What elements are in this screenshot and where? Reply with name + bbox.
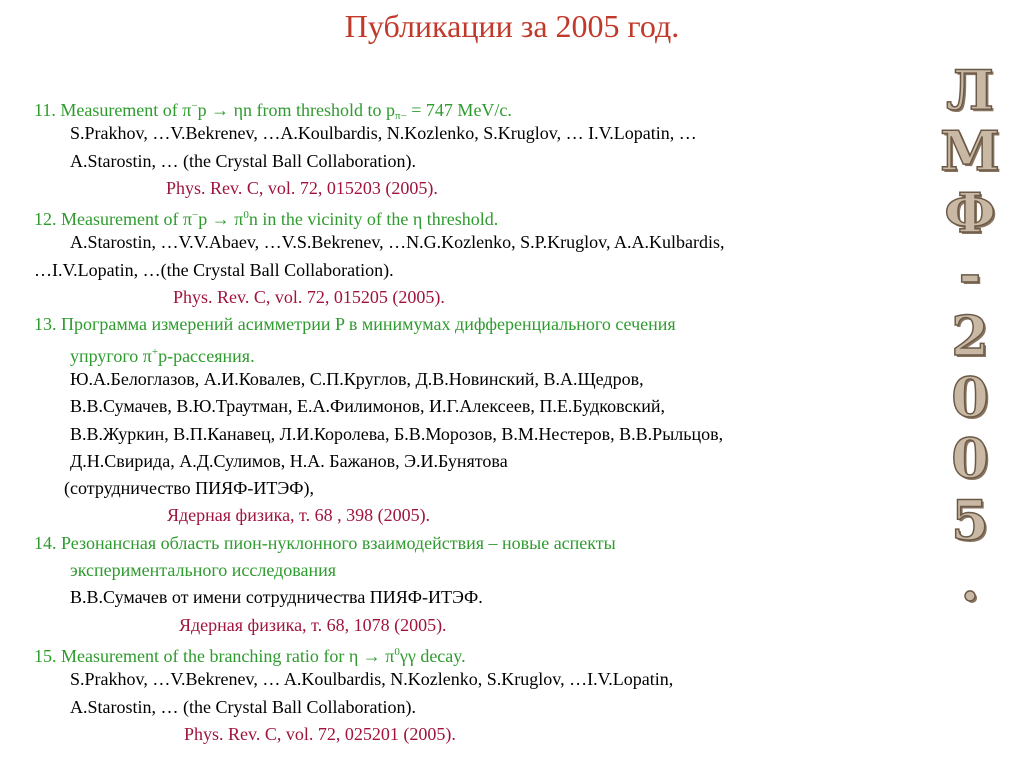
pub-13-title-cont: упругого π+p-рассеяния. <box>70 345 255 366</box>
pub-14-reference: Ядерная физика, т. 68, 1078 (2005). <box>179 614 447 635</box>
side-title-char: М <box>940 119 1000 184</box>
pub-15-title: 15. Measurement of the branching ratio for $\eta \to \pi^0\gamma\gamma$ decay. <box>34 645 466 666</box>
side-title-lmf-2005 <box>925 60 1015 613</box>
pub-12-reference: Phys. Rev. C, vol. 72, 015205 (2005). <box>173 287 445 308</box>
side-title-char: Л <box>946 58 994 122</box>
side-title-char: 0 <box>951 364 989 429</box>
side-title-char: 0 <box>951 426 989 491</box>
slide-title: Публикации за 2005 год. <box>344 8 680 44</box>
pub-12-authors: A.Starostin, …V.V.Abaev, …V.S.Bekrenev, …N.G.Kozlenko, S.P.Kruglov, A.A.Kulbardis, <box>70 232 725 253</box>
pub-13-authors-cont: Д.Н.Свирида, А.Д.Сулимов, Н.А. Бажанов, Э.И.Бунятова <box>70 450 508 471</box>
pub-13-title: 13. Программа измерений асимметрии P в минимумах дифференциального сечения <box>34 314 676 335</box>
pub-11-reference: Phys. Rev. C, vol. 72, 015203 (2005). <box>166 177 438 198</box>
pub-14-title-cont: экспериментального исследования <box>70 560 337 581</box>
pub-12-authors-cont: …I.V.Lopatin, …(the Crystal Ball Collaboration). <box>34 259 394 280</box>
side-title-char: 2 <box>951 303 989 368</box>
side-title-char: - <box>958 242 982 307</box>
pub-11-authors: S.Prakhov, …V.Bekrenev, …A.Koulbardis, N.Kozlenko, S.Kruglov, … I.V.Lopatin, … <box>70 123 697 144</box>
pub-13-reference: Ядерная физика, т. 68 , 398 (2005). <box>167 505 431 526</box>
pub-15-authors-cont: A.Starostin, … (the Crystal Ball Collaboration). <box>70 696 416 717</box>
side-title-char: 5 <box>951 487 989 552</box>
pub-13-authors: Ю.А.Белоглазов, А.И.Ковалев, С.П.Круглов, Д.В.Новинский, В.А.Щедров, <box>70 368 644 389</box>
publication-list <box>34 93 934 748</box>
pub-13-authors-cont: В.В.Сумачев, В.Ю.Траутман, Е.А.Филимонов, И.Г.Алексеев, П.Е.Будковский, <box>70 396 666 417</box>
pub-11-title: 11. Measurement of π−p → ηn from threshold to $p_{\pi-} = 747$ MeV/c. <box>34 100 512 122</box>
side-title-char: Ф <box>944 180 996 245</box>
side-title-char: . <box>960 549 980 614</box>
pub-14-authors: В.В.Сумачев от имени сотрудничества ПИЯФ-ИТЭФ. <box>70 587 483 608</box>
pub-13-authors-cont: В.В.Журкин, В.П.Канавец, Л.И.Королева, Б.В.Морозов, В.М.Нестеров, В.В.Рыльцов, <box>70 423 724 444</box>
pub-15-reference: Phys. Rev. C, vol. 72, 025201 (2005). <box>184 723 456 744</box>
pub-11-authors-cont: A.Starostin, … (the Crystal Ball Collaboration). <box>70 150 416 171</box>
pub-14-title: 14. Резонансная область пион-нуклонного взаимодействия – новые аспекты <box>34 532 616 553</box>
pub-15-authors: S.Prakhov, …V.Bekrenev, … A.Koulbardis, N.Kozlenko, S.Kruglov, …I.V.Lopatin, <box>70 669 674 690</box>
pub-13-collaboration: (сотрудничество ПИЯФ-ИТЭФ), <box>64 478 315 499</box>
pub-12-title: 12. Measurement of $\pi^-p \to \pi^0n$ in the vicinity of the η threshold. <box>34 209 499 230</box>
